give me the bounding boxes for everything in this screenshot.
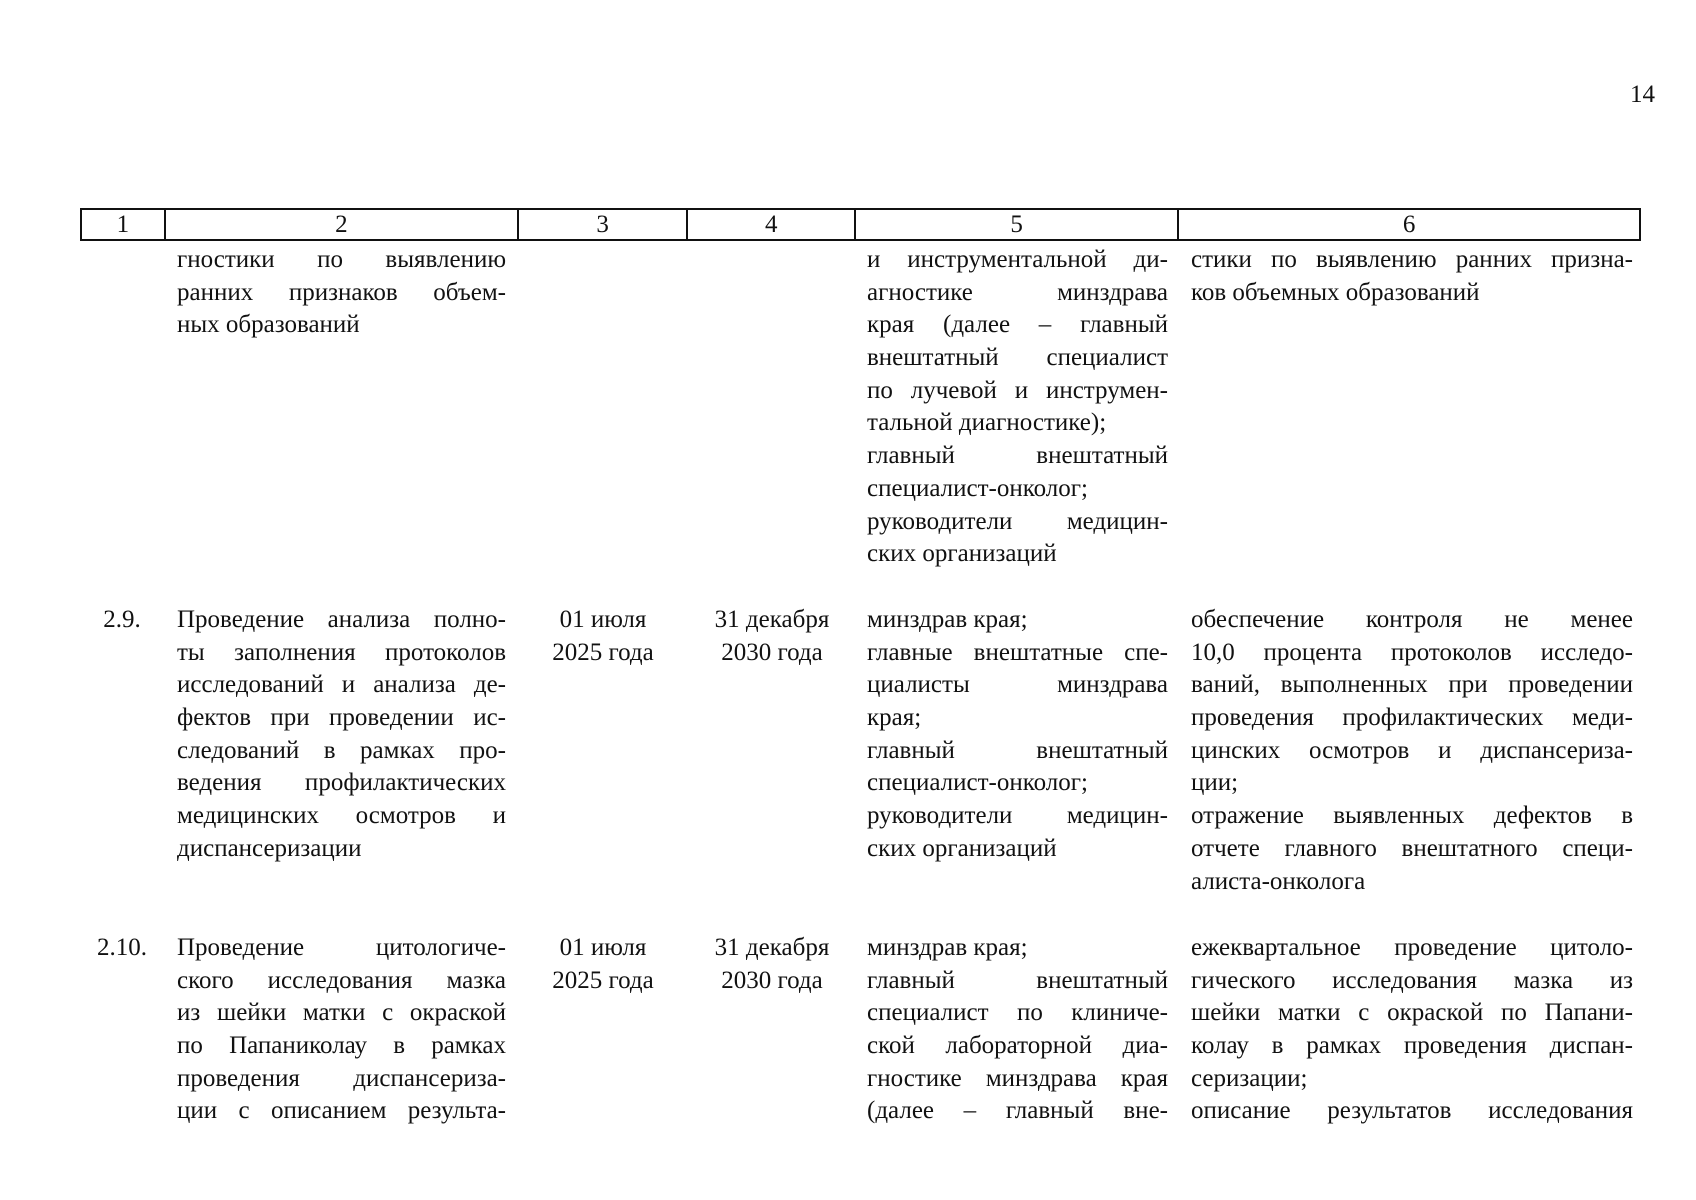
cell-text-line: медицинских осмотров и bbox=[177, 802, 506, 830]
cell-text-line: края; bbox=[867, 704, 922, 732]
cell-text-line: 31 декабря bbox=[714, 934, 830, 961]
cell-text-line: исследований и анализа де- bbox=[177, 671, 506, 699]
end-date-cell bbox=[688, 932, 856, 1128]
cell-text-line: специалист по клиниче- bbox=[867, 999, 1168, 1027]
cell-text-line: шейки матки с окраской по Папани- bbox=[1191, 999, 1633, 1027]
cell-text-line: тальной диагностике); bbox=[867, 409, 1107, 437]
cell-text-line: проведения профилактических меди- bbox=[1191, 704, 1633, 732]
cell-text-line: края (далее – главный bbox=[867, 311, 1168, 339]
result-cell bbox=[1180, 604, 1641, 898]
cell-text-line: главный внештатный bbox=[867, 736, 1168, 764]
cell-text-line: диспансеризации bbox=[177, 834, 362, 862]
cell-text-line: ежеквартальное проведение цитоло- bbox=[1191, 934, 1633, 961]
cell-text-line: описание результатов исследования bbox=[1191, 1097, 1633, 1125]
page-number: 14 bbox=[1630, 81, 1655, 108]
cell-text-line: специалист-онколог; bbox=[867, 474, 1088, 502]
cell-text-line: отчете главного внештатного специ- bbox=[1191, 834, 1633, 862]
cell-text-line: гностики по выявлению bbox=[177, 246, 506, 273]
table-row bbox=[80, 932, 1641, 1128]
cell-text-line: 01 июля bbox=[559, 934, 647, 961]
cell-text-line: Проведение цитологиче- bbox=[177, 934, 506, 961]
cell-text-line: отражение выявленных дефектов в bbox=[1191, 802, 1633, 830]
row-number-cell bbox=[80, 604, 164, 898]
cell-text-line: агностике минздрава bbox=[867, 278, 1168, 306]
activity-cell bbox=[164, 244, 518, 571]
responsible-cell bbox=[856, 604, 1180, 898]
cell-text-line: минздрав края; bbox=[867, 606, 1028, 633]
cell-text-line: 01 июля bbox=[559, 606, 647, 633]
end-date-cell bbox=[688, 244, 856, 571]
row-number-cell bbox=[80, 244, 164, 571]
cell-text-line: Проведение анализа полно- bbox=[177, 606, 506, 633]
cell-text-line: главный внештатный bbox=[867, 966, 1168, 994]
row-number bbox=[80, 244, 164, 277]
column-number-3: 3 bbox=[519, 210, 689, 239]
cell-text-line: ции с описанием результа- bbox=[177, 1097, 506, 1125]
cell-text-line: внештатный специалист bbox=[867, 344, 1168, 372]
cell-text-line: руководители медицин- bbox=[867, 507, 1168, 535]
cell-text-line: по Папаниколау в рамках bbox=[177, 1032, 506, 1060]
row-number: 2.10. bbox=[97, 934, 147, 961]
cell-text-line: 2030 года bbox=[721, 638, 823, 666]
result-cell bbox=[1180, 932, 1641, 1128]
cell-text-line: серизации; bbox=[1191, 1064, 1308, 1092]
result-cell bbox=[1180, 244, 1641, 571]
cell-text-line: стики по выявлению ранних призна- bbox=[1191, 246, 1633, 273]
column-number-2: 2 bbox=[166, 210, 519, 239]
responsible-cell bbox=[856, 932, 1180, 1128]
activity-cell bbox=[164, 932, 518, 1128]
cell-text-line: обеспечение контроля не менее bbox=[1191, 606, 1633, 633]
cell-text-line: ранних признаков объем- bbox=[177, 278, 506, 306]
cell-text-line: циалисты минздрава bbox=[867, 671, 1168, 699]
cell-text-line: фектов при проведении ис- bbox=[177, 704, 506, 732]
column-number-1: 1 bbox=[82, 210, 166, 239]
table-row bbox=[80, 604, 1641, 898]
cell-text-line: минздрав края; bbox=[867, 934, 1028, 961]
start-date-cell bbox=[518, 244, 688, 571]
cell-text-line: 2025 года bbox=[552, 638, 654, 666]
cell-text-line: ваний, выполненных при проведении bbox=[1191, 671, 1633, 699]
row-number: 2.9. bbox=[103, 606, 141, 633]
cell-text-line: проведения диспансериза- bbox=[177, 1064, 506, 1092]
cell-text-line: ского исследования мазка bbox=[177, 966, 506, 994]
cell-text-line: ских организаций bbox=[867, 834, 1057, 862]
cell-text-line: ты заполнения протоколов bbox=[177, 638, 506, 666]
cell-text-line: и инструментальной ди- bbox=[867, 246, 1168, 273]
cell-text-line: 31 декабря bbox=[714, 606, 830, 633]
cell-text-line: цинских осмотров и диспансериза- bbox=[1191, 736, 1633, 764]
cell-text-line: гического исследования мазка из bbox=[1191, 966, 1633, 994]
cell-text-line: 2025 года bbox=[552, 966, 654, 994]
cell-text-line: руководители медицин- bbox=[867, 802, 1168, 830]
cell-text-line: ных образований bbox=[177, 311, 360, 339]
cell-text-line: алиста-онколога bbox=[1191, 867, 1366, 895]
column-number-5: 5 bbox=[856, 210, 1179, 239]
cell-text-line: ской лабораторной диа- bbox=[867, 1032, 1168, 1060]
cell-text-line: ведения профилактических bbox=[177, 769, 506, 797]
cell-text-line: по лучевой и инструмен- bbox=[867, 376, 1168, 404]
cell-text-line: ских организаций bbox=[867, 540, 1057, 568]
column-number-6: 6 bbox=[1402, 211, 1416, 238]
cell-text-line: ков объемных образований bbox=[1191, 278, 1480, 306]
column-number-4: 4 bbox=[688, 210, 856, 239]
cell-text-line: (далее – главный вне- bbox=[867, 1097, 1168, 1125]
activity-cell bbox=[164, 604, 518, 898]
cell-text-line: главный внештатный bbox=[867, 442, 1168, 470]
start-date-cell bbox=[518, 604, 688, 898]
start-date-cell bbox=[518, 932, 688, 1128]
table-row bbox=[80, 244, 1641, 571]
cell-text-line: колау в рамках проведения диспан- bbox=[1191, 1032, 1633, 1060]
cell-text-line: 10,0 процента протоколов исследо- bbox=[1191, 638, 1633, 666]
cell-text-line: ции; bbox=[1191, 769, 1239, 797]
table-header-row bbox=[80, 208, 1641, 241]
cell-text-line: специалист-онколог; bbox=[867, 769, 1088, 797]
end-date-cell bbox=[688, 604, 856, 898]
row-number-cell bbox=[80, 932, 164, 1128]
cell-text-line: следований в рамках про- bbox=[177, 736, 506, 764]
cell-text-line: главные внештатные спе- bbox=[867, 638, 1168, 666]
cell-text-line: из шейки матки с окраской bbox=[177, 999, 506, 1027]
cell-text-line: 2030 года bbox=[721, 966, 823, 994]
cell-text-line: гностике минздрава края bbox=[867, 1064, 1168, 1092]
responsible-cell bbox=[856, 244, 1180, 571]
